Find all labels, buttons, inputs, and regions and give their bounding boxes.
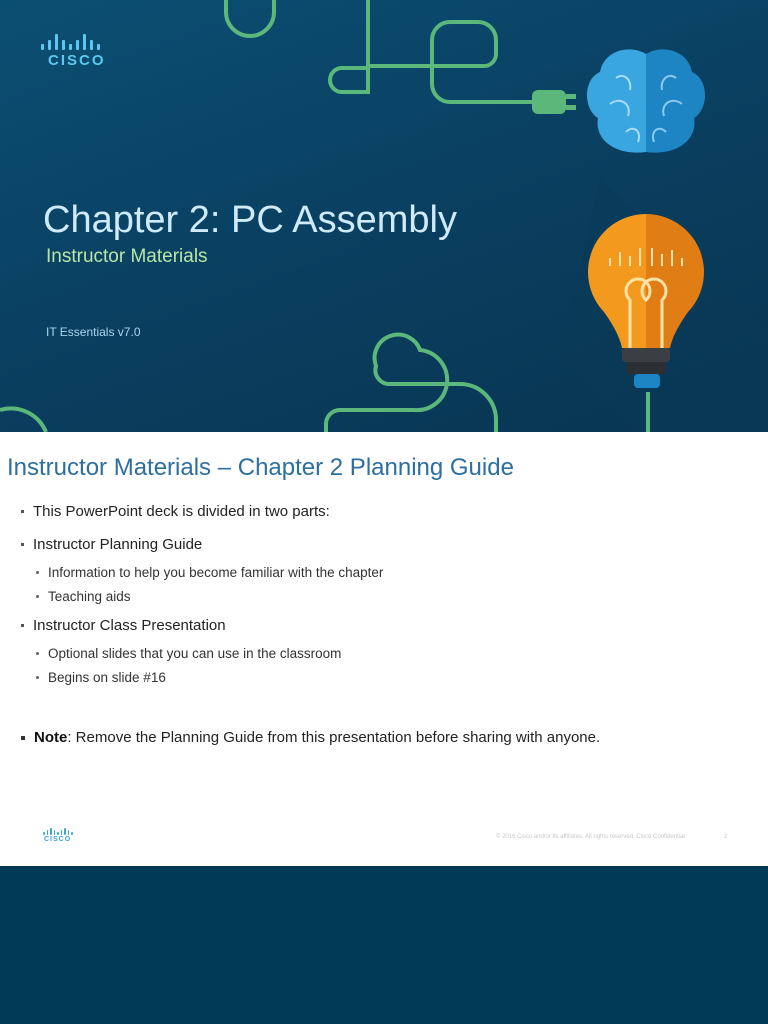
copyright-notice: © 2016 Cisco and/or its affiliates. All rights reserved. Cisco Confidential [496,834,685,840]
course-version: IT Essentials v7.0 [46,325,141,339]
list-item [21,617,226,634]
loop-line [330,0,368,92]
e-line [368,22,532,102]
planning-guide-slide [0,432,768,866]
bullet-icon [36,595,39,598]
list-item [21,536,202,553]
bullet-icon [21,736,25,740]
bullet-icon [21,624,24,627]
bullet-icon [36,652,39,655]
viewer-background [0,866,768,1024]
note-label: Note [34,729,68,746]
sub-list-item [36,646,341,661]
plug-icon [532,90,576,114]
list-item [21,503,330,520]
hook-line [226,0,274,36]
sub-list-item [36,565,383,580]
arc-line [0,408,46,432]
list-item-text: This PowerPoint deck is divided in two parts: [33,503,330,520]
slide-heading: Instructor Materials – Chapter 2 Planning Guide [7,454,514,481]
title-slide [0,0,768,432]
page-number: 2 [724,834,728,840]
note-item [21,729,600,746]
sub-list-item-text: Begins on slide #16 [48,670,166,685]
brain-icon [587,49,705,152]
bullet-icon [21,543,24,546]
bullet-icon [36,676,39,679]
slide-title: Chapter 2: PC Assembly [43,199,457,241]
sub-list-item [36,670,166,685]
footer-logo-bars [43,828,74,835]
slide-subtitle: Instructor Materials [46,246,208,267]
cisco-logo [40,34,110,70]
note-text: : Remove the Planning Guide from this presentation before sharing with anyone. [67,729,601,746]
cisco-logo-text: CISCO [48,52,106,69]
footer-logo-text: CISCO [44,836,72,843]
sub-list-item [36,589,131,604]
sub-list-item-text: Teaching aids [48,589,131,604]
cisco-logo-bars [41,34,110,50]
sub-list-item-text: Optional slides that you can use in the classroom [48,646,342,661]
footer-cisco-logo [42,828,74,846]
bullet-icon [36,571,39,574]
sub-list-item-text: Information to help you become familiar with the chapter [48,565,384,580]
bottom-loop-line [326,335,496,432]
list-item-text: Instructor Class Presentation [33,617,226,634]
bullet-icon [21,510,24,513]
list-item-text: Instructor Planning Guide [33,536,203,553]
